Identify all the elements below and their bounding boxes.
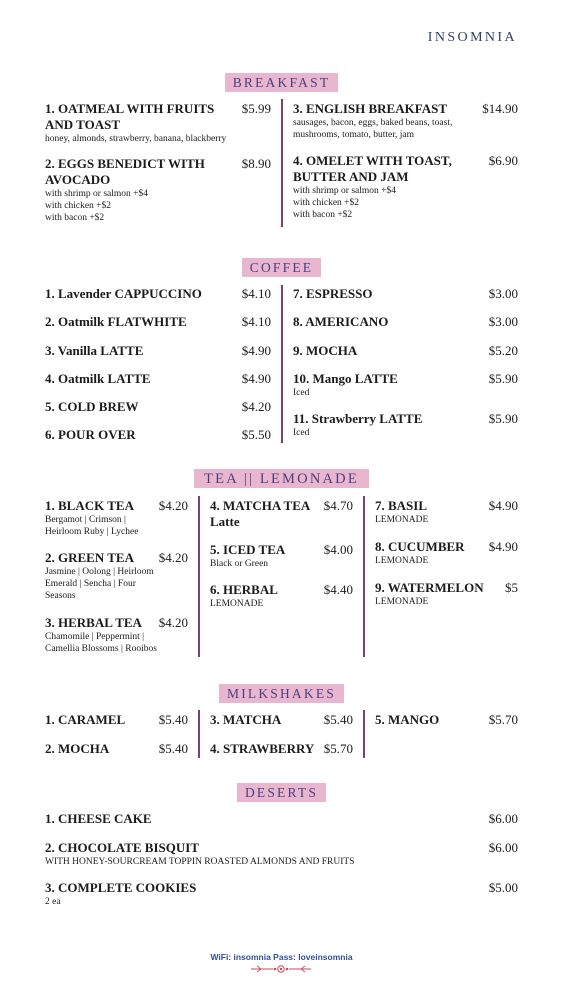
item-price: $4.90 xyxy=(488,498,518,513)
menu-item xyxy=(45,427,271,443)
item-price: $5.90 xyxy=(488,370,518,386)
item-price: $5.70 xyxy=(323,740,353,756)
item-name: 9. MOCHA xyxy=(293,342,358,358)
section-title-label: MILKSHAKES xyxy=(219,684,344,703)
item-name: 3. Vanilla LATTE xyxy=(45,342,144,358)
item-desc: LEMONADE xyxy=(210,599,264,609)
item-name: 2. EGGS BENEDICT WITH AVOCADO xyxy=(45,156,205,187)
item-price: $4.00 xyxy=(323,542,353,557)
item-price: $5.40 xyxy=(323,712,353,727)
item-name: 2. CHOCOLATE BISQUIT xyxy=(45,839,199,855)
menu-item xyxy=(210,712,353,741)
item-desc: Jasmine | Oolong | Heirloom xyxy=(45,567,154,577)
item-price: $5.20 xyxy=(488,342,518,358)
milkshakes-column-1 xyxy=(45,712,188,757)
item-name: 4. OMELET WITH TOAST, BUTTER AND JAM xyxy=(293,153,452,184)
item-name: 1. BLACK TEA xyxy=(45,498,134,513)
item-name: 11. Strawberry LATTE xyxy=(293,410,423,426)
menu-item xyxy=(375,539,518,580)
item-name: 5. COLD BREW xyxy=(45,399,139,415)
item-desc: sausages, bacon, eggs, baked beans, toast, xyxy=(293,118,453,128)
item-desc: with shrimp or salmon +$4 xyxy=(45,189,148,199)
section-title-label: BREAKFAST xyxy=(225,73,339,92)
item-name: 4. STRAWBERRY xyxy=(210,740,315,756)
menu-item xyxy=(45,550,188,615)
item-price: $3.00 xyxy=(488,286,518,301)
item-name: 1. Lavender CAPPUCCINO xyxy=(45,286,202,301)
item-desc: Emerald | Sencha | Four xyxy=(45,579,136,589)
deserts-list xyxy=(45,811,518,908)
section-title-label: DESERTS xyxy=(237,783,326,802)
menu-item xyxy=(375,712,518,728)
item-price: $4.20 xyxy=(158,615,188,630)
item-name: 7. BASIL xyxy=(375,498,428,513)
item-desc: 2 ea xyxy=(45,896,61,907)
item-price: $4.70 xyxy=(323,498,353,513)
item-desc: Bergamot | Crimson | xyxy=(45,515,126,525)
item-name: 8. AMERICANO xyxy=(293,314,389,330)
coffee-right-column xyxy=(293,286,518,439)
item-price: $6.00 xyxy=(488,811,518,826)
menu-item xyxy=(375,498,518,539)
column-divider xyxy=(281,285,283,443)
column-divider xyxy=(198,710,200,758)
section-title-tea-lemonade xyxy=(0,468,563,488)
section-title-deserts xyxy=(0,782,563,802)
menu-item xyxy=(45,286,271,314)
item-desc: with chicken +$2 xyxy=(293,198,360,208)
menu-item xyxy=(210,498,353,542)
item-name: 1. OATMEAL WITH FRUITS AND TOAST xyxy=(45,101,215,132)
menu-item xyxy=(45,741,188,757)
column-divider xyxy=(281,99,283,227)
item-price: $5.50 xyxy=(241,427,271,443)
item-name: 7. ESPRESSO xyxy=(293,286,373,301)
item-price: $4.10 xyxy=(241,286,271,301)
item-desc: LEMONADE xyxy=(375,556,429,566)
item-name: 8. CUCUMBER xyxy=(375,539,465,554)
item-price: $8.90 xyxy=(241,156,271,171)
item-price: $5 xyxy=(505,580,518,595)
brand-name: INSOMNIA xyxy=(427,30,517,45)
menu-item xyxy=(45,156,271,224)
coffee-left-column xyxy=(45,286,271,443)
item-price: $4.20 xyxy=(158,550,188,565)
item-name: 3. ENGLISH BREAKFAST xyxy=(293,101,447,116)
menu-item xyxy=(45,498,188,550)
item-desc: LEMONADE xyxy=(375,515,429,525)
item-price: $14.90 xyxy=(482,101,518,116)
menu-item xyxy=(45,371,271,399)
item-price: $4.90 xyxy=(241,342,271,358)
column-divider xyxy=(363,710,365,758)
menu-item xyxy=(293,314,518,342)
milkshakes-column-2 xyxy=(210,712,353,757)
item-desc: LEMONADE xyxy=(375,597,429,607)
menu-item xyxy=(293,286,518,314)
menu-item xyxy=(45,880,518,908)
menu-item xyxy=(45,399,271,427)
item-price: $4.10 xyxy=(241,314,271,330)
menu-item xyxy=(293,371,518,411)
item-desc: with shrimp or salmon +$4 xyxy=(293,186,396,196)
item-price: $4.20 xyxy=(241,399,271,415)
item-name: 2. MOCHA xyxy=(45,740,110,756)
section-title-label: COFFEE xyxy=(242,258,321,277)
section-title-coffee xyxy=(0,257,563,277)
item-price: $5.00 xyxy=(488,879,518,895)
column-divider xyxy=(363,496,365,657)
section-title-label: TEA || LEMONADE xyxy=(194,469,369,488)
column-divider xyxy=(198,496,200,657)
decorative-ornament-icon xyxy=(249,964,313,974)
item-price: $6.90 xyxy=(488,153,518,168)
item-price: $5.40 xyxy=(158,740,188,756)
item-desc: Chamomile | Peppermint | xyxy=(45,632,145,642)
milkshakes-column-3 xyxy=(375,712,518,728)
tea-column-2 xyxy=(210,498,353,610)
menu-item xyxy=(45,840,518,880)
item-desc: with bacon +$2 xyxy=(293,210,353,220)
section-title-breakfast xyxy=(0,72,563,92)
item-desc: Seasons xyxy=(45,591,76,601)
menu-item xyxy=(45,101,271,156)
item-name: 2. GREEN TEA xyxy=(45,550,134,565)
item-price: $4.20 xyxy=(158,498,188,513)
item-desc: with chicken +$2 xyxy=(45,201,112,211)
menu-item xyxy=(45,712,188,741)
item-desc: honey, almonds, strawberry, banana, blackberry xyxy=(45,134,227,144)
item-price: $5.99 xyxy=(241,101,271,116)
item-price: $5.70 xyxy=(488,712,518,727)
item-desc: Heirloom Ruby | Lychee xyxy=(45,527,139,537)
item-name: 4. MATCHA TEA Latte xyxy=(210,498,310,529)
item-name: 1. CARAMEL xyxy=(45,712,126,727)
item-name: 5. ICED TEA xyxy=(210,542,286,557)
breakfast-right-column xyxy=(293,101,518,221)
tea-column-1 xyxy=(45,498,188,655)
item-desc: with bacon +$2 xyxy=(45,213,105,223)
item-desc: WITH HONEY-SOURCREAM TOPPIN ROASTED ALMONDS AND FRUITS xyxy=(45,856,355,867)
item-name: 3. COMPLETE COOKIES xyxy=(45,879,197,895)
item-name: 4. Oatmilk LATTE xyxy=(45,370,151,386)
breakfast-left-column xyxy=(45,101,271,224)
menu-item xyxy=(210,542,353,582)
section-title-milkshakes xyxy=(0,683,563,703)
item-price: $6.00 xyxy=(488,839,518,855)
menu-item xyxy=(293,153,518,221)
item-price: $4.90 xyxy=(488,539,518,554)
item-desc: mushrooms, tomato, butter, jam xyxy=(293,130,414,140)
item-price: $3.00 xyxy=(488,314,518,330)
menu-item xyxy=(45,343,271,371)
item-desc: Iced xyxy=(293,387,310,398)
menu-item xyxy=(293,101,518,153)
item-name: 3. MATCHA xyxy=(210,712,282,727)
item-price: $5.90 xyxy=(488,410,518,426)
item-desc: Black or Green xyxy=(210,559,269,569)
item-price: $4.40 xyxy=(323,582,353,597)
menu-item xyxy=(45,615,188,655)
item-name: 2. Oatmilk FLATWHITE xyxy=(45,314,187,330)
menu-item xyxy=(293,411,518,439)
item-name: 6. HERBAL xyxy=(210,582,278,597)
item-name: 10. Mango LATTE xyxy=(293,370,398,386)
menu-item xyxy=(45,314,271,342)
item-desc: Iced xyxy=(293,427,310,438)
menu-item xyxy=(293,343,518,371)
item-price: $4.90 xyxy=(241,370,271,386)
tea-column-3 xyxy=(375,498,518,608)
menu-item xyxy=(210,741,353,757)
menu-item xyxy=(45,811,518,840)
menu-item xyxy=(210,582,353,610)
item-price: $5.40 xyxy=(158,712,188,727)
item-name: 6. POUR OVER xyxy=(45,427,136,443)
menu-item xyxy=(375,580,518,608)
wifi-info: WiFi: insomnia Pass: loveinsomnia xyxy=(210,952,353,962)
item-name: 3. HERBAL TEA xyxy=(45,615,142,630)
item-name: 1. CHEESE CAKE xyxy=(45,811,152,826)
item-name: 5. MANGO xyxy=(375,712,440,727)
item-desc: Camellia Blossoms | Rooibos xyxy=(45,644,157,654)
item-name: 9. WATERMELON xyxy=(375,580,484,595)
